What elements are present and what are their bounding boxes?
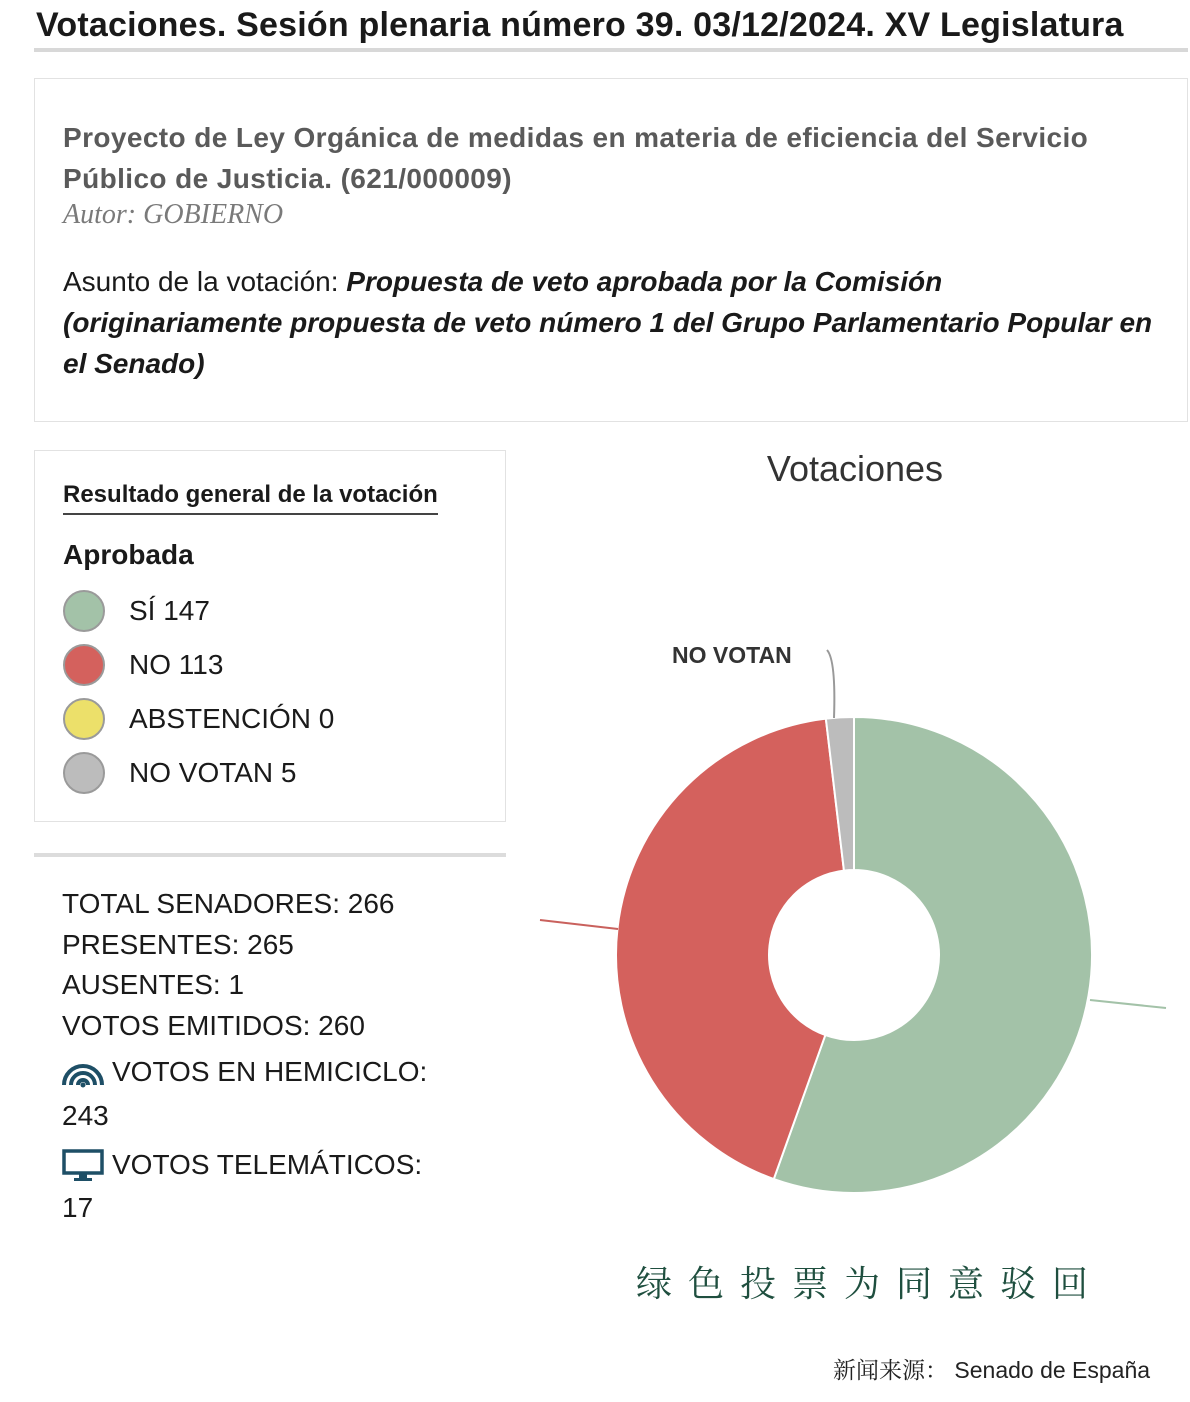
page-title: Votaciones. Sesión plenaria número 39. 03/12/2024. XV Legislatura xyxy=(36,6,1124,44)
monitor-icon xyxy=(62,1148,104,1182)
slice-label-no-votan: NO VOTAN xyxy=(672,642,792,668)
stat-telematic-value: 17 xyxy=(62,1192,94,1223)
bill-title: Proyecto de Ley Orgánica de medidas en materia de eficiencia del Servicio Público de Justicia. (621/000009) xyxy=(63,122,1089,194)
result-heading: Resultado general de la votación xyxy=(63,481,438,515)
stat-hemicycle xyxy=(62,1052,502,1093)
leader-line-1 xyxy=(1090,1000,1166,1008)
leader-line-0 xyxy=(540,920,618,929)
stat-absent: AUSENTES: 1 xyxy=(62,969,245,1000)
wifi-signal-icon xyxy=(62,1055,104,1089)
header-divider xyxy=(34,48,1188,52)
bill-info-panel xyxy=(34,78,1188,422)
legend-swatch-si xyxy=(63,590,105,632)
vote-statistics xyxy=(62,884,502,1231)
legend-swatch-abstencion xyxy=(63,698,105,740)
result-status: Aprobada xyxy=(63,539,194,570)
legend-item-abstencion xyxy=(63,697,334,741)
stat-present: PRESENTES: 265 xyxy=(62,928,294,960)
vote-subject-label: Asunto de la votación: xyxy=(63,266,347,297)
chart-title: Votaciones xyxy=(766,448,944,489)
vote-subject-text: Propuesta de veto aprobada por la Comisión (originariamente propuesta de veto número 1 del Grupo Parlamentario Popular en el Senado) xyxy=(63,266,1153,379)
legend-label-abstencion: ABSTENCIÓN 0 xyxy=(129,703,335,734)
stat-telematic xyxy=(62,1145,502,1186)
stat-hemicycle-value: 243 xyxy=(62,1099,109,1131)
legend-item-no-votan xyxy=(63,751,297,795)
bill-author: Autor: GOBIERNO xyxy=(63,199,284,230)
chart-caption: 绿色投票为同意驳回 xyxy=(636,1263,1105,1304)
legend-swatch-no-votan xyxy=(63,752,105,794)
legend-label-si: SÍ 147 xyxy=(129,595,210,626)
source-credit: 新闻来源： Senado de España xyxy=(833,1357,1151,1383)
stat-votes-cast: VOTOS EMITIDOS: 260 xyxy=(62,1009,365,1041)
legend-label-no-votan: NO VOTAN 5 xyxy=(129,757,297,788)
vote-subject xyxy=(63,261,1163,384)
legend-item-si xyxy=(63,589,210,633)
legend-label-no: NO 113 xyxy=(129,649,224,680)
stats-divider xyxy=(34,853,506,857)
donut-chart xyxy=(520,600,1180,1220)
vote-result-panel xyxy=(34,450,506,822)
stat-hemicycle-label: VOTOS EN HEMICICLO: xyxy=(112,1056,428,1087)
leader-line-2 xyxy=(827,650,834,718)
stat-total-senators: TOTAL SENADORES: 266 xyxy=(62,888,395,919)
legend-item-no xyxy=(63,643,223,687)
legend-swatch-no xyxy=(63,644,105,686)
stat-telematic-label: VOTOS TELEMÁTICOS: xyxy=(112,1148,423,1180)
